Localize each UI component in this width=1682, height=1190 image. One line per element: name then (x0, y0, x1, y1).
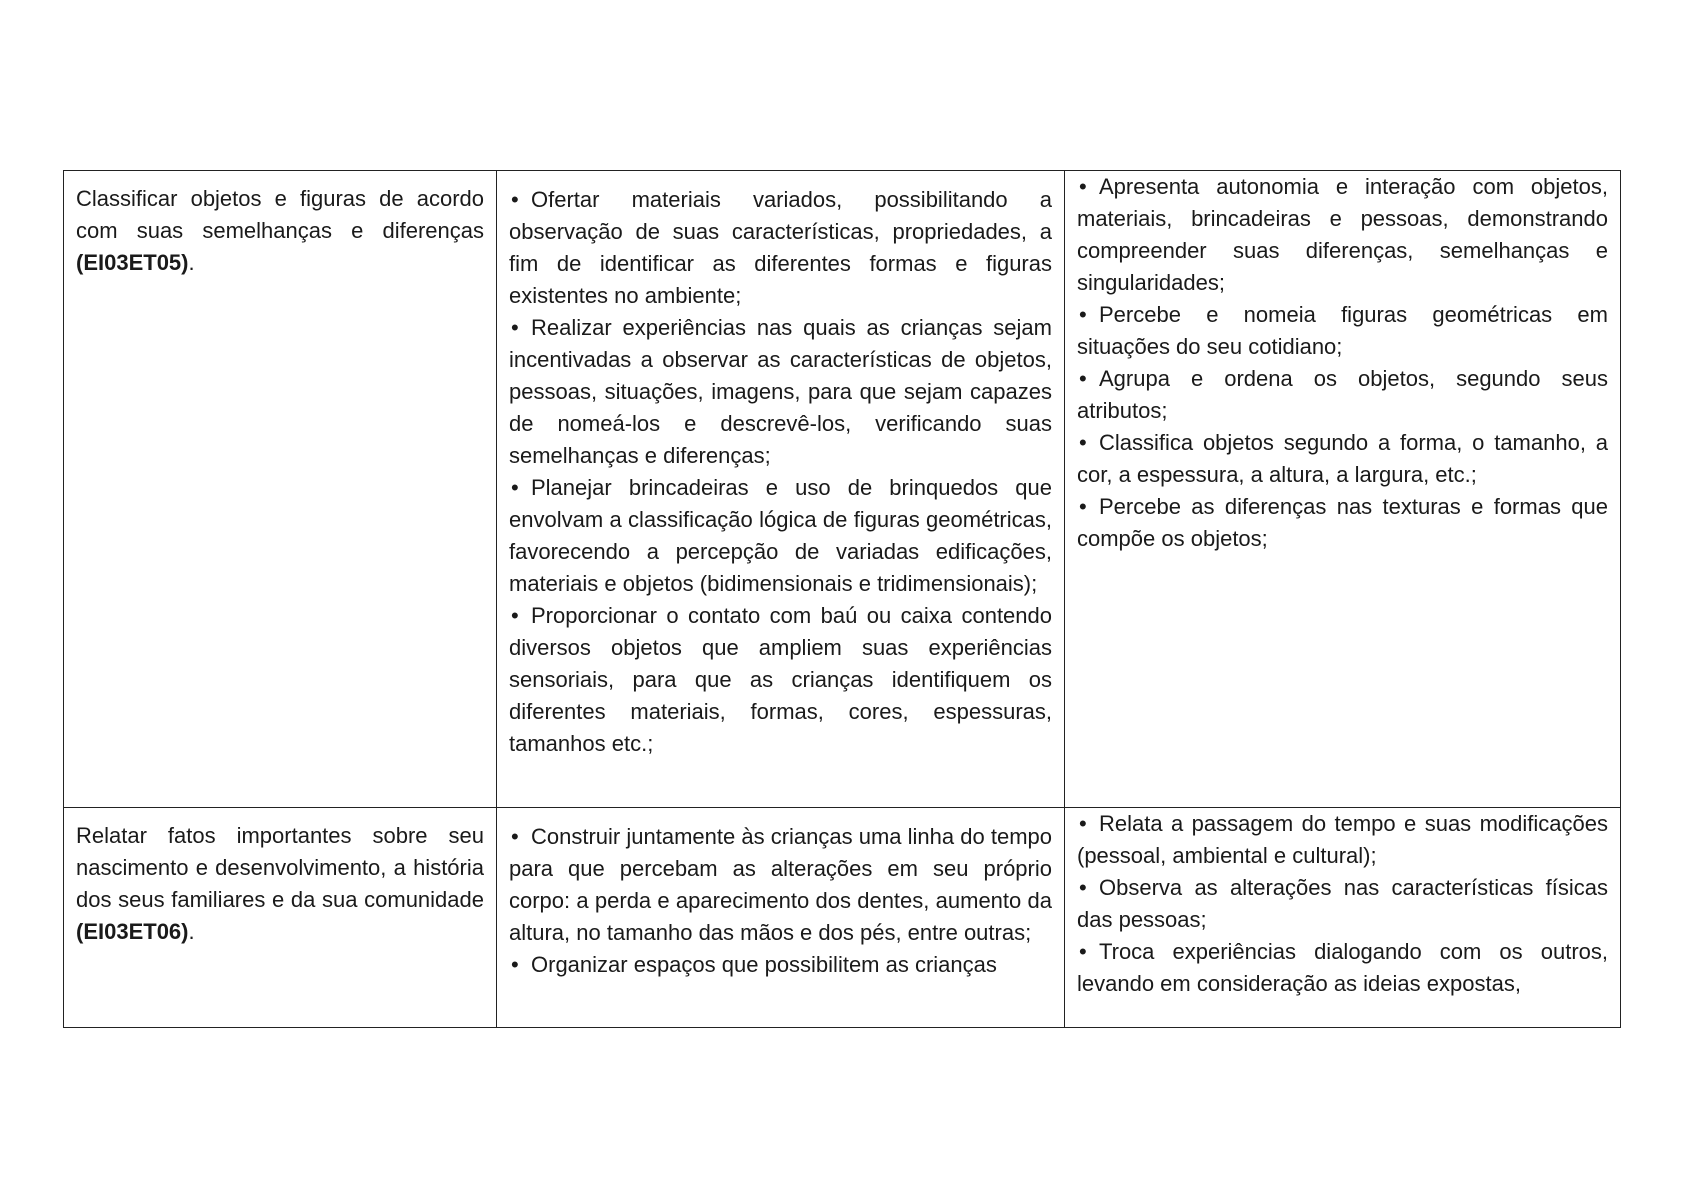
strategy-text: Ofertar materiais variados, possibilitando a observação de suas características, propriedades, a fim de identificar as diferentes formas e figuras existentes no ambiente; (509, 187, 1052, 308)
list-item (509, 184, 1052, 312)
assessment-text: Relata a passagem do tempo e suas modificações (pessoal, ambiental e cultural); (1077, 811, 1608, 868)
objective-cell (64, 808, 497, 1028)
list-item (509, 600, 1052, 760)
list-item (509, 949, 1052, 981)
bullet-icon: • (511, 952, 519, 977)
bullet-icon: • (511, 824, 519, 849)
bullet-icon: • (1079, 430, 1087, 455)
objective-cell (64, 171, 497, 808)
list-item (509, 821, 1052, 949)
bullet-icon: • (1079, 811, 1087, 836)
objective-code: (EI03ET05) (76, 250, 189, 275)
list-item (1077, 936, 1608, 1000)
objective-text: Relatar fatos importantes sobre seu nascimento e desenvolvimento, a história dos seus familiares e da sua comunidade (76, 823, 484, 912)
strategy-text: Proporcionar o contato com baú ou caixa contendo diversos objetos que ampliem suas experiências sensoriais, para que as crianças identifiquem os diferentes materiais, formas, cores, espessuras, tamanhos etc.; (509, 603, 1052, 756)
assessment-text: Classifica objetos segundo a forma, o tamanho, a cor, a espessura, a altura, a largura, etc.; (1077, 430, 1608, 487)
list-item (1077, 872, 1608, 936)
bullet-icon: • (511, 475, 519, 500)
assessment-list (1077, 171, 1608, 555)
bullet-icon: • (511, 315, 519, 340)
list-item (1077, 299, 1608, 363)
assessment-text: Apresenta autonomia e interação com objetos, materiais, brincadeiras e pessoas, demonstrando compreender suas diferenças, semelhanças e singularidades; (1077, 174, 1608, 295)
bullet-icon: • (511, 187, 519, 212)
assessment-text: Percebe as diferenças nas texturas e formas que compõe os objetos; (1077, 494, 1608, 551)
bullet-icon: • (1079, 939, 1087, 964)
objective-suffix: . (188, 250, 195, 275)
list-item (509, 472, 1052, 600)
assessment-cell (1065, 808, 1621, 1028)
curriculum-table (63, 170, 1621, 1028)
strategies-list (509, 821, 1052, 981)
assessment-cell (1065, 171, 1621, 808)
list-item (1077, 427, 1608, 491)
assessment-text: Agrupa e ordena os objetos, segundo seus atributos; (1077, 366, 1608, 423)
bullet-icon: • (1079, 174, 1087, 199)
strategy-text: Planejar brincadeiras e uso de brinquedos que envolvam a classificação lógica de figuras geométricas, favorecendo a percepção de variadas edificações, materiais e objetos (bidimensionais e tridimensionais); (509, 475, 1052, 596)
list-item (1077, 491, 1608, 555)
strategies-cell (497, 808, 1065, 1028)
assessment-text: Observa as alterações nas características físicas das pessoas; (1077, 875, 1608, 932)
strategy-text: Construir juntamente às crianças uma linha do tempo para que percebam as alterações em seu próprio corpo: a perda e aparecimento dos dentes, aumento da altura, no tamanho das mãos e dos pés, entre outras; (509, 824, 1052, 945)
assessment-text: Troca experiências dialogando com os outros, levando em consideração as ideias expostas, (1077, 939, 1608, 996)
table-row (64, 171, 1621, 808)
strategy-text: Realizar experiências nas quais as crianças sejam incentivadas a observar as características de objetos, pessoas, situações, imagens, para que sejam capazes de nomeá-los e descrevê-los, verificando suas semelhanças e diferenças; (509, 315, 1052, 468)
assessment-text: Percebe e nomeia figuras geométricas em situações do seu cotidiano; (1077, 302, 1608, 359)
strategy-text: Organizar espaços que possibilitem as crianças (531, 952, 997, 977)
strategies-list (509, 184, 1052, 760)
list-item (509, 312, 1052, 472)
objective-suffix: . (188, 919, 195, 944)
list-item (1077, 363, 1608, 427)
bullet-icon: • (1079, 302, 1087, 327)
list-item (1077, 171, 1608, 299)
strategies-cell (497, 171, 1065, 808)
assessment-list (1077, 808, 1608, 1000)
bullet-icon: • (1079, 494, 1087, 519)
bullet-icon: • (511, 603, 519, 628)
bullet-icon: • (1079, 875, 1087, 900)
table-row (64, 808, 1621, 1028)
list-item (1077, 808, 1608, 872)
bullet-icon: • (1079, 366, 1087, 391)
objective-code: (EI03ET06) (76, 919, 189, 944)
objective-text: Classificar objetos e figuras de acordo com suas semelhanças e diferenças (76, 186, 484, 243)
